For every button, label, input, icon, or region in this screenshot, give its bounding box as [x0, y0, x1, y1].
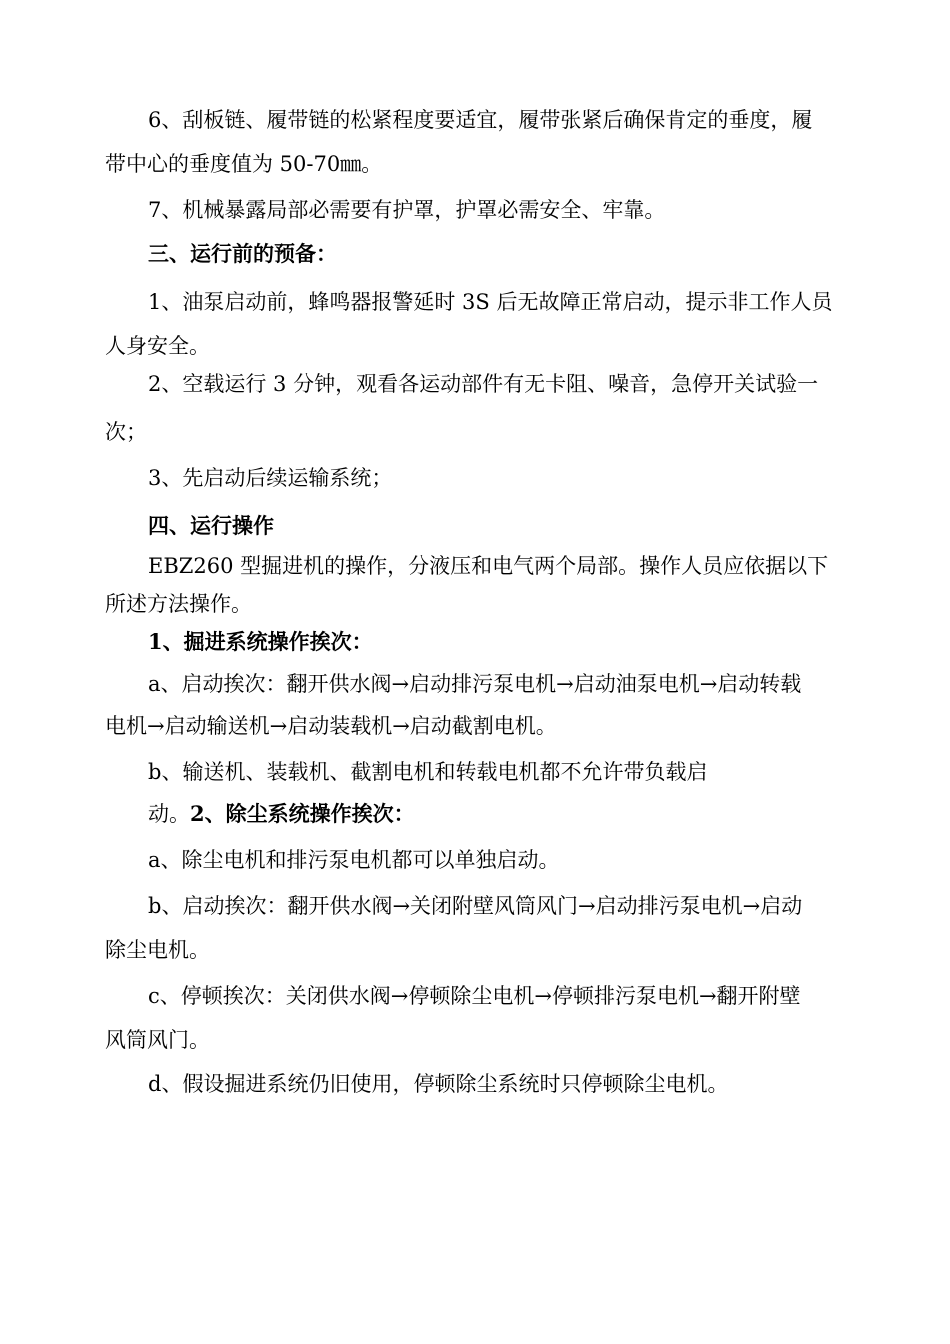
paragraph-dust-start-line-2: 除尘电机。 [105, 938, 210, 962]
paragraph-start-sequence-line-1: a、启动挨次：翻开供水阀→启动排污泵电机→启动油泵电机→启动转载 [148, 672, 802, 696]
paragraph-pre-2-line-2: 次； [105, 420, 147, 444]
section-heading-4: 四、运行操作 [148, 513, 274, 538]
no-load-continued-text: 动。 [148, 802, 190, 826]
paragraph-pre-1-line-1: 1、油泵启动前，蜂鸣器报警延时 3S 后无故障正常启动，提示非工作人员 [148, 290, 833, 314]
paragraph-pre-1-line-2: 人身安全。 [105, 334, 210, 358]
paragraph-dust-only-stop: d、假设掘进系统仍旧使用，停顿除尘系统时只停顿除尘电机。 [148, 1072, 729, 1096]
section-heading-3: 三、运行前的预备： [148, 241, 337, 266]
paragraph-pre-2-line-1: 2、空载运行 3 分钟，观看各运动部件有无卡阻、噪音，急停开关试验一 [148, 372, 819, 396]
paragraph-dust-stop-line-1: c、停顿挨次：关闭供水阀→停顿除尘电机→停顿排污泵电机→翻开附壁 [148, 984, 801, 1008]
paragraph-ebz-line-2: 所述方法操作。 [105, 592, 252, 616]
paragraph-dust-independent: a、除尘电机和排污泵电机都可以单独启动。 [148, 848, 560, 872]
subheading-tunneling-sequence: 1、掘进系统操作挨次： [148, 629, 373, 654]
paragraph-dust-start-line-1: b、启动挨次：翻开供水阀→关闭附壁风筒风门→启动排污泵电机→启动 [148, 894, 803, 918]
paragraph-dust-stop-line-2: 风筒风门。 [105, 1028, 210, 1052]
paragraph-6-line-1: 6、刮板链、履带链的松紧程度要适宜，履带张紧后确保肯定的垂度，履 [148, 108, 813, 132]
subheading-dust-removal-sequence: 2、除尘系统操作挨次： [190, 801, 415, 826]
paragraph-7: 7、机械暴露局部必需要有护罩，护罩必需安全、牢靠。 [148, 198, 666, 222]
paragraph-ebz-line-1: EBZ260 型掘进机的操作，分液压和电气两个局部。操作人员应依据以下 [148, 554, 829, 578]
paragraph-no-load: b、输送机、装载机、截割电机和转载电机都不允许带负载启 [148, 760, 708, 784]
paragraph-pre-3: 3、先启动后续运输系统； [148, 466, 393, 490]
paragraph-start-sequence-line-2: 电机→启动输送机→启动装载机→启动截割电机。 [105, 714, 557, 738]
paragraph-no-load-continued [148, 800, 415, 828]
paragraph-6-line-2: 带中心的垂度值为 50-70㎜。 [105, 152, 383, 176]
